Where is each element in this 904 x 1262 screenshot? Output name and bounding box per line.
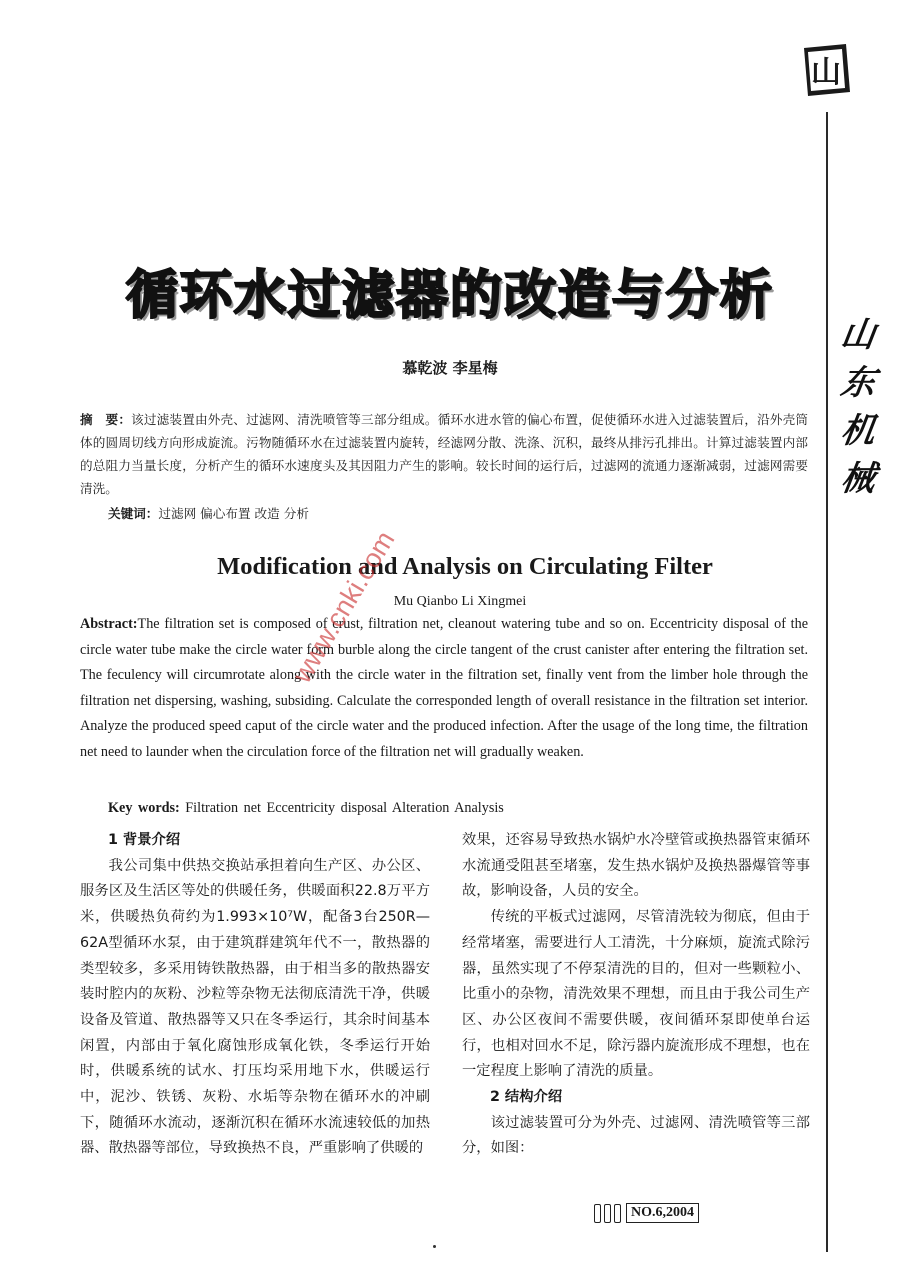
badge-glyph: 山: [811, 55, 841, 90]
english-keywords-text: Filtration net Eccentricity disposal Alteration Analysis: [185, 800, 504, 816]
english-abstract: [80, 612, 808, 766]
footer-bar-decoration: [604, 1204, 611, 1223]
body-paragraph: 我公司集中供热交换站承担着向生产区、办公区、服务区及生活区等处的供暖任务，供暖面积22.8万平方米，供暖热负荷约为1.993×10⁷W，配备3台250R—62A型循环水泵，由于建筑群建筑年代不一，散热器的类型较多，多采用铸铁散热器，由于相当多的散热器安装时腔内的灰粉、沙粒等杂物无法彻底清洗干净，供暖设备及管道、散热器等又只在冬季运行，其余时间基本闲置，内部由于氧化腐蚀形成氧化铁，冬季运行开始时，供暖系统的试水、打压均采用地下水，供暖运行中，泥沙、铁锈、灰粉、水垢等杂物在循环水的冲刷下，随循环水流动，逐渐沉积在循环水流速较低的加热器、散热器等部位，导致换热不良，严重影响了供暖的: [80, 857, 430, 1157]
english-abstract-label: Abstract:: [80, 616, 138, 632]
footer-bar-decoration: [614, 1204, 621, 1223]
margin-rule: [826, 112, 828, 1252]
footer-bar-decoration: [594, 1204, 601, 1223]
body-paragraph: 效果，还容易导致热水锅炉水冷壁管或换热器管束循环水流通受阻甚至堵塞，发生热水锅炉及换热器爆管等事故，影响设备，人员的安全。: [462, 832, 810, 900]
body-paragraph: 该过滤装置可分为外壳、过滤网、清洗喷管等三部分，如图：: [462, 1114, 810, 1157]
chinese-keywords: [108, 503, 808, 525]
body-paragraph: 传统的平板式过滤网，尽管清洗较为彻底，但由于经常堵塞，需要进行人工清洗，十分麻烦，旋流式除污器，虽然实现了不停泵清洗的目的，但对一些颗粒小、比重小的杂物，清洗效果不理想，而且由于我公司生产区、办公区夜间不需要供暖，夜间循环泵即使单台运行，也相对回水不足，除污器内旋流形成不理想，也在一定程度上影响了清洗的质量。: [462, 909, 810, 1080]
issue-number: NO.6,2004: [626, 1203, 699, 1223]
section-heading-background: 1 背景介绍: [108, 832, 181, 848]
chinese-abstract-text: 该过滤装置由外壳、过滤网、清洗喷管等三部分组成。循环水进水管的偏心布置，促使循环水进入过滤装置后，沿外壳筒体的圆周切线方向形成旋流。污物随循环水在过滤装置内旋转，经滤网分散、洗涤、沉积，最终从排污孔排出。计算过滤装置内部的总阻力当量长度，分析产生的循环水速度头及其因阻力产生的影响。较长时间的运行后，过滤网的流通力逐渐减弱，过滤网需要清洗。: [80, 412, 809, 496]
calligraphy-char: 山: [838, 315, 878, 355]
body-column-left: [80, 828, 430, 1162]
body-column-right: [462, 828, 810, 1162]
calligraphy-char: 东: [838, 363, 878, 403]
section-heading-structure: 2 结构介绍: [490, 1089, 563, 1106]
calligraphy-char: 机: [838, 411, 878, 451]
issue-footer: [594, 1203, 699, 1223]
chinese-title: 循环水过滤器的改造与分析: [125, 266, 774, 326]
chinese-abstract-label: 摘 要：: [80, 412, 132, 427]
chinese-authors: 慕乾波 李星梅: [402, 359, 498, 377]
chinese-keywords-label: 关键词：: [108, 506, 159, 521]
watermark-text: www.cnki.com: [286, 525, 401, 688]
side-calligraphy: [836, 315, 880, 499]
calligraphy-char: 械: [838, 459, 878, 499]
english-title: Modification and Analysis on Circulating Filter: [217, 553, 713, 580]
english-authors: Mu Qianbo Li Xingmei: [393, 594, 527, 609]
corner-logo-badge: [800, 42, 852, 98]
page-dot: [433, 1245, 436, 1248]
chinese-abstract: [80, 408, 808, 500]
english-keywords: [108, 796, 808, 820]
chinese-keywords-text: 过滤网 偏心布置 改造 分析: [158, 506, 309, 521]
english-abstract-text: The filtration set is composed of crust, filtration net, cleanout watering tube and so on. Eccentricity disposal of the circle water tube make the circle water form burble along the circle tangent of the crust canister after entering the filtration set. The feculency will circumrotate along with the circle water in the filtration set, finally vent from the limber hole through the filtration net dispersing, washing, subsiding. Calculate the corresponded length of overall resistance in the filtration set interior. Analyze the produced speed caput of the circle water and the produced infection. After the usage of the long time, the filtration net need to launder when the circulation force of the filtration net will gradually weaken.: [80, 616, 808, 760]
english-keywords-label: Key words:: [108, 800, 180, 816]
